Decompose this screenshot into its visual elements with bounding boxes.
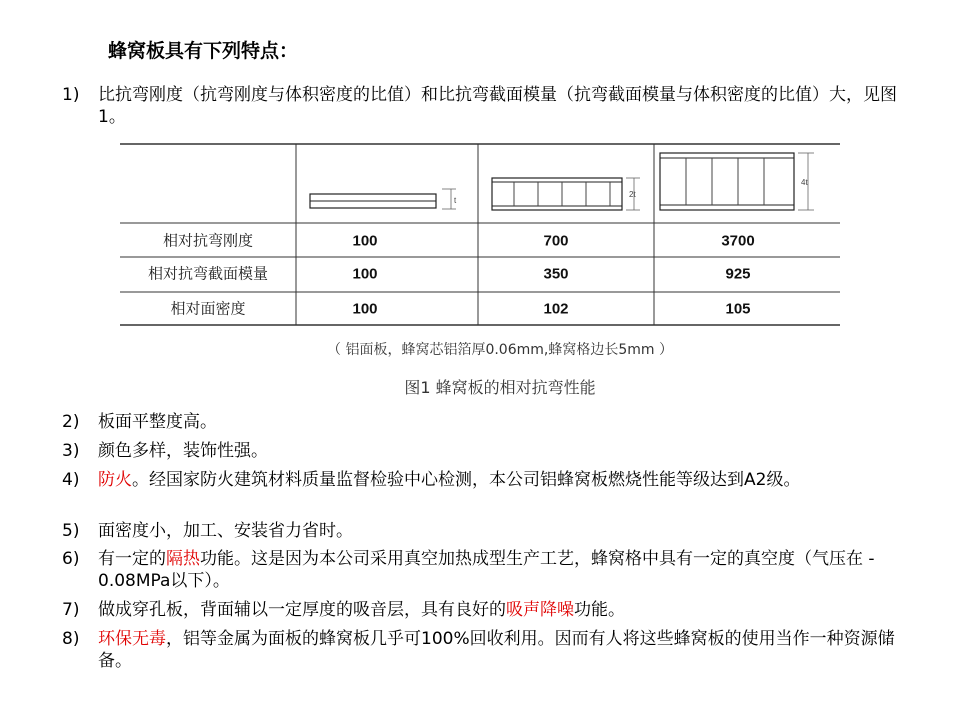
item-number: 5) [62,521,80,541]
item-text: 比抗弯刚度（抗弯刚度与体积密度的比值）和比抗弯截面模量（抗弯截面模量与体积密度的比值）大，见图1。 [98,85,897,127]
row-label-section-modulus: 相对抗弯截面模量 [147,265,269,283]
item-number: 1) [62,85,80,105]
honeycomb-panel-2t-shape [492,178,640,210]
value-stiffness-2: 700 [543,232,569,250]
item-text: 面密度小，加工、安装省力省时。 [98,521,353,541]
item-text: 有一定的隔热功能。这是因为本公司采用真空加热成型生产工艺，蜂窝格中具有一定的真空度（气压在 - 0.08MPa以下）。 [98,549,875,591]
figure-caption: 图1 蜂窝板的相对抗弯性能 [404,378,596,397]
figure-note: （ 铝面板，蜂窝芯铝箔厚0.06mm,蜂窝格边长5mm ） [327,342,673,358]
item-number: 6) [62,549,80,569]
row-label-density: 相对面密度 [170,300,246,318]
item-text: 防火。经国家防火建筑材料质量监督检验中心检测，本公司铝蜂窝板燃烧性能等级达到A2级。 [98,470,801,490]
item-number: 7) [62,600,80,620]
item-number: 8) [62,629,80,649]
value-modulus-1: 100 [352,265,378,283]
value-stiffness-1: 100 [352,232,378,250]
row-label-stiffness: 相对抗弯刚度 [162,232,254,250]
dim-label-2t: 2t [629,190,636,199]
item-text: 颜色多样，装饰性强。 [98,441,268,461]
item-number: 3) [62,441,80,461]
item-text: 板面平整度高。 [98,412,217,432]
dim-label-t: t [454,196,457,205]
value-density-2: 102 [543,300,569,318]
item-number: 4) [62,470,80,490]
value-density-1: 100 [352,300,378,318]
honeycomb-figure [120,143,840,326]
item-number: 2) [62,412,80,432]
value-density-3: 105 [725,300,751,318]
value-modulus-2: 350 [543,265,569,283]
value-modulus-3: 925 [725,265,751,283]
value-stiffness-3: 3700 [721,232,755,250]
honeycomb-panel-4t-shape [660,153,814,210]
item-text: 环保无毒，铝等金属为面板的蜂窝板几乎可100%回收利用。因而有人将这些蜂窝板的使用当作一种资源储备。 [98,629,895,671]
slide-title: 蜂窝板具有下列特点： [108,40,299,62]
solid-plate-shape [310,189,457,209]
dim-label-4t: 4t [801,178,808,187]
item-text: 做成穿孔板，背面辅以一定厚度的吸音层，具有良好的吸声降噪功能。 [98,600,625,620]
